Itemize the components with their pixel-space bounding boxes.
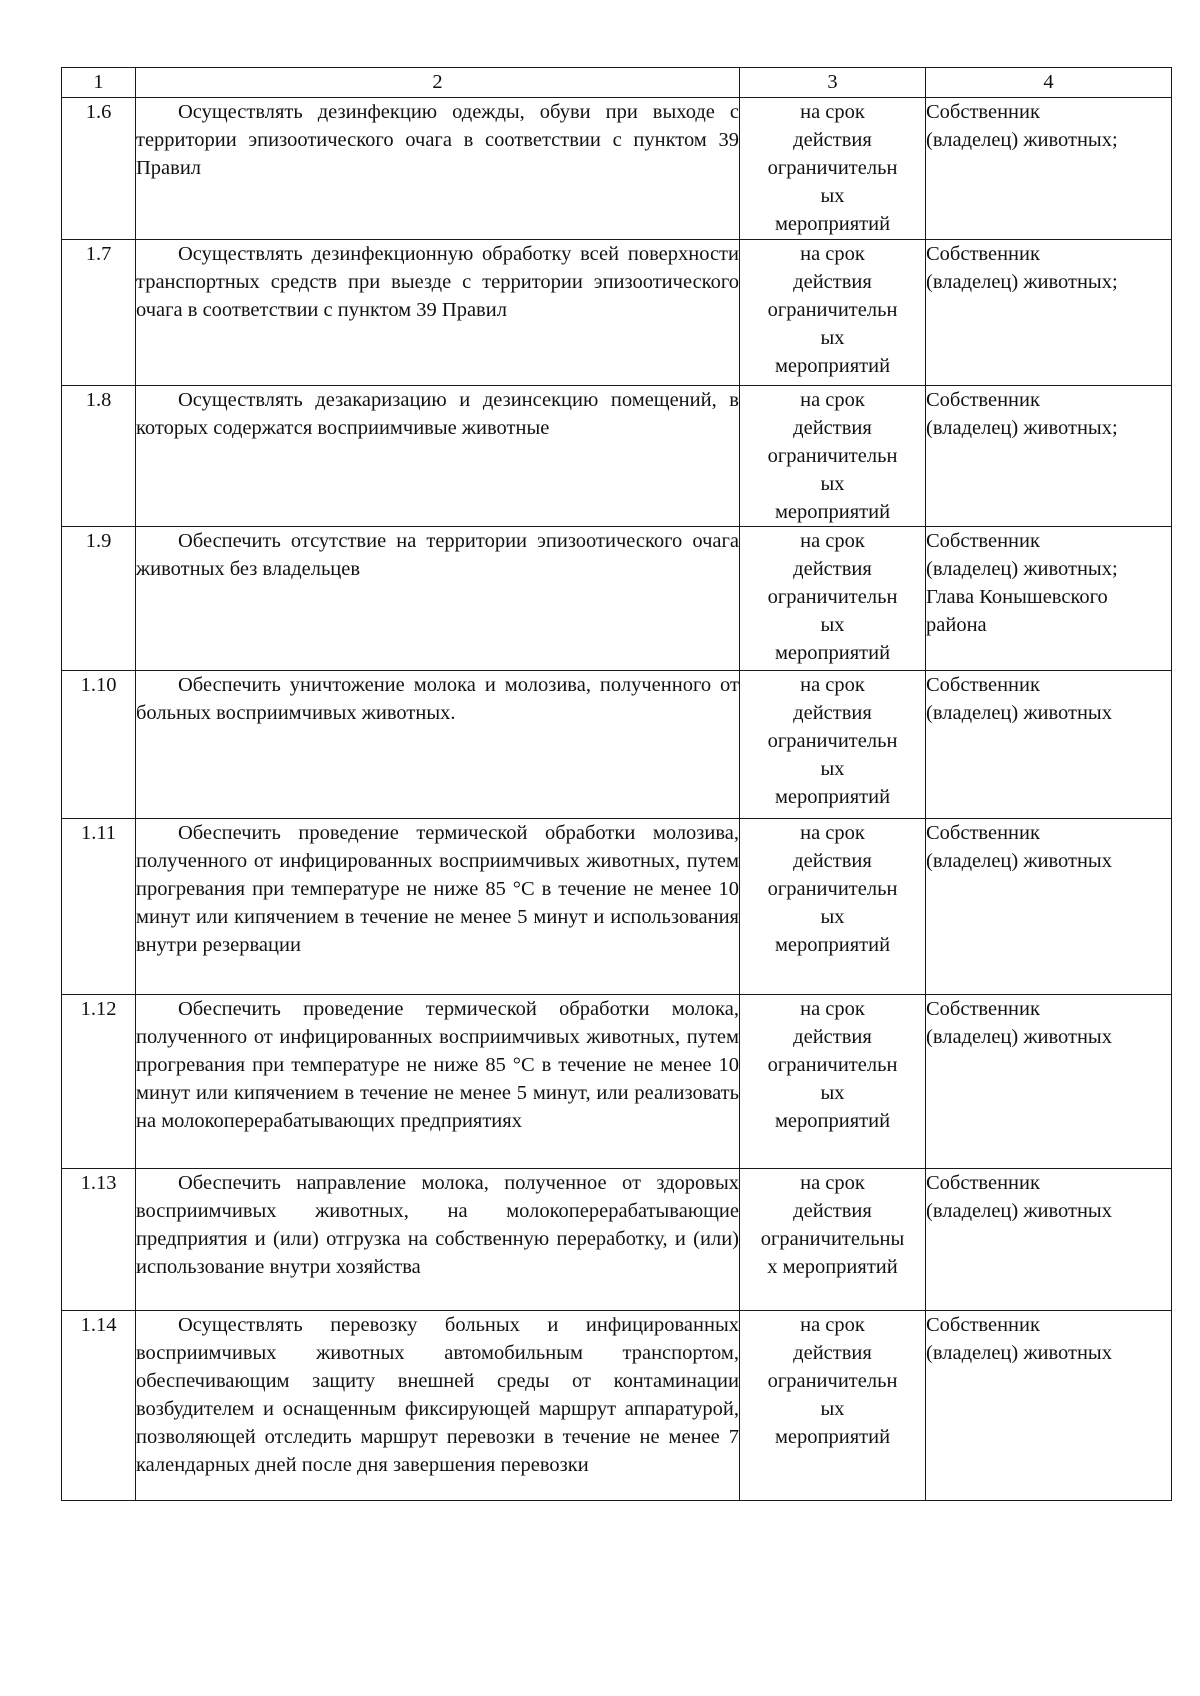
term-line: ых [820,906,845,928]
row-responsible [926,386,1172,527]
row-number: 1.12 [62,995,136,1169]
table-row [62,98,1172,240]
term-line: ых [820,327,845,349]
row-responsible [926,240,1172,386]
term-line: ограничительн [767,299,898,321]
measures-table [61,67,1172,1501]
row-term [740,98,926,240]
responsible-line: Собственник [926,674,1040,696]
row-term [740,1311,926,1501]
row-responsible [926,671,1172,819]
term-line: на срок [800,101,865,123]
term-line: действия [793,850,872,872]
responsible-line: Глава Конышевского [926,586,1108,608]
header-col-action: 2 [136,68,740,98]
term-line: ограничительны [760,1228,905,1250]
term-line: на срок [800,243,865,265]
row-term [740,1169,926,1311]
responsible-line: Собственник [926,530,1040,552]
term-line: ограничительн [767,445,898,467]
row-action: Осуществлять перевозку больных и инфицированных восприимчивых животных автомобильным транспортом, обеспечивающим защиту внешней среды от контаминации возбудителем и оснащенным фиксирующей маршрут аппаратурой, позволяющей отследить маршрут перевозки в течение не менее 7 календарных дней после дня завершения перевозки [136,1311,740,1501]
term-line: на срок [800,674,865,696]
responsible-line: Собственник [926,998,1040,1020]
table-header-row [62,68,1172,98]
row-responsible [926,995,1172,1169]
term-line: ограничительн [767,878,898,900]
row-action: Обеспечить отсутствие на территории эпизоотического очага животных без владельцев [136,527,740,671]
term-line: на срок [800,822,865,844]
term-line: ых [820,614,845,636]
term-line: действия [793,702,872,724]
row-number: 1.14 [62,1311,136,1501]
row-number: 1.13 [62,1169,136,1311]
row-action: Осуществлять дезинфекцию одежды, обуви при выходе с территории эпизоотического очага в соответствии с пунктом 39 Правил [136,98,740,240]
table-row [62,386,1172,527]
term-line: мероприятий [774,1110,891,1132]
row-number: 1.6 [62,98,136,240]
term-line: действия [793,1200,872,1222]
row-term [740,671,926,819]
row-action: Обеспечить направление молока, полученное от здоровых восприимчивых животных, на молокоперерабатывающие предприятия и (или) отгрузка на собственную переработку, и (или) использование внутри хозяйства [136,1169,740,1311]
responsible-line: (владелец) животных; [926,417,1118,439]
responsible-line: района [926,614,987,636]
term-line: на срок [800,389,865,411]
row-number: 1.7 [62,240,136,386]
term-line: ограничительн [767,1370,898,1392]
term-line: ограничительн [767,586,898,608]
responsible-line: (владелец) животных; [926,129,1118,151]
responsible-line: (владелец) животных; [926,558,1118,580]
responsible-line: Собственник [926,1172,1040,1194]
term-line: мероприятий [774,786,891,808]
term-line: х мероприятий [767,1256,898,1278]
row-action: Обеспечить проведение термической обработки молока, полученного от инфицированных восприимчивых животных, путем прогревания при температуре не ниже 85 °С в течение не менее 10 минут или кипячением в течение не менее 5 минут, или реализовать на молокоперерабатывающих предприятиях [136,995,740,1169]
term-line: мероприятий [774,934,891,956]
term-line: ограничительн [767,730,898,752]
term-line: мероприятий [774,213,891,235]
responsible-line: Собственник [926,101,1040,123]
row-responsible [926,527,1172,671]
term-line: мероприятий [774,642,891,664]
responsible-line: (владелец) животных [926,1026,1112,1048]
term-line: действия [793,129,872,151]
responsible-line: Собственник [926,1314,1040,1336]
term-line: действия [793,1026,872,1048]
term-line: ограничительн [767,1054,898,1076]
term-line: ых [820,473,845,495]
responsible-line: Собственник [926,243,1040,265]
row-number: 1.10 [62,671,136,819]
header-col-responsible: 4 [926,68,1172,98]
responsible-line: Собственник [926,822,1040,844]
term-line: действия [793,417,872,439]
row-responsible [926,1311,1172,1501]
term-line: на срок [800,1314,865,1336]
table-row [62,819,1172,995]
header-col-term: 3 [740,68,926,98]
row-term [740,995,926,1169]
table-body [62,98,1172,1501]
term-line: на срок [800,530,865,552]
term-line: ых [820,185,845,207]
row-number: 1.9 [62,527,136,671]
responsible-line: (владелец) животных; [926,271,1118,293]
table-row [62,995,1172,1169]
row-term [740,240,926,386]
term-line: мероприятий [774,501,891,523]
row-term [740,527,926,671]
table-header [62,68,1172,98]
row-responsible [926,819,1172,995]
term-line: на срок [800,1172,865,1194]
responsible-line: (владелец) животных [926,702,1112,724]
row-responsible [926,1169,1172,1311]
row-term [740,819,926,995]
term-line: ых [820,1398,845,1420]
responsible-line: Собственник [926,389,1040,411]
term-line: мероприятий [774,355,891,377]
row-number: 1.11 [62,819,136,995]
table-row [62,671,1172,819]
term-line: ых [820,758,845,780]
term-line: мероприятий [774,1426,891,1448]
row-responsible [926,98,1172,240]
header-col-number: 1 [62,68,136,98]
table-row [62,1169,1172,1311]
table-row [62,240,1172,386]
row-term [740,386,926,527]
responsible-line: (владелец) животных [926,1200,1112,1222]
table-row [62,527,1172,671]
row-action: Обеспечить проведение термической обработки молозива, полученного от инфицированных восприимчивых животных, путем прогревания при температуре не ниже 85 °С в течение не менее 10 минут или кипячением в течение не менее 5 минут и использования внутри резервации [136,819,740,995]
term-line: на срок [800,998,865,1020]
row-action: Осуществлять дезинфекционную обработку всей поверхности транспортных средств при выезде с территории эпизоотического очага в соответствии с пунктом 39 Правил [136,240,740,386]
term-line: ых [820,1082,845,1104]
term-line: действия [793,271,872,293]
term-line: действия [793,558,872,580]
term-line: ограничительн [767,157,898,179]
term-line: действия [793,1342,872,1364]
responsible-line: (владелец) животных [926,850,1112,872]
row-action: Осуществлять дезакаризацию и дезинсекцию помещений, в которых содержатся восприимчивые животные [136,386,740,527]
row-action: Обеспечить уничтожение молока и молозива, полученного от больных восприимчивых животных. [136,671,740,819]
table-row [62,1311,1172,1501]
responsible-line: (владелец) животных [926,1342,1112,1364]
row-number: 1.8 [62,386,136,527]
